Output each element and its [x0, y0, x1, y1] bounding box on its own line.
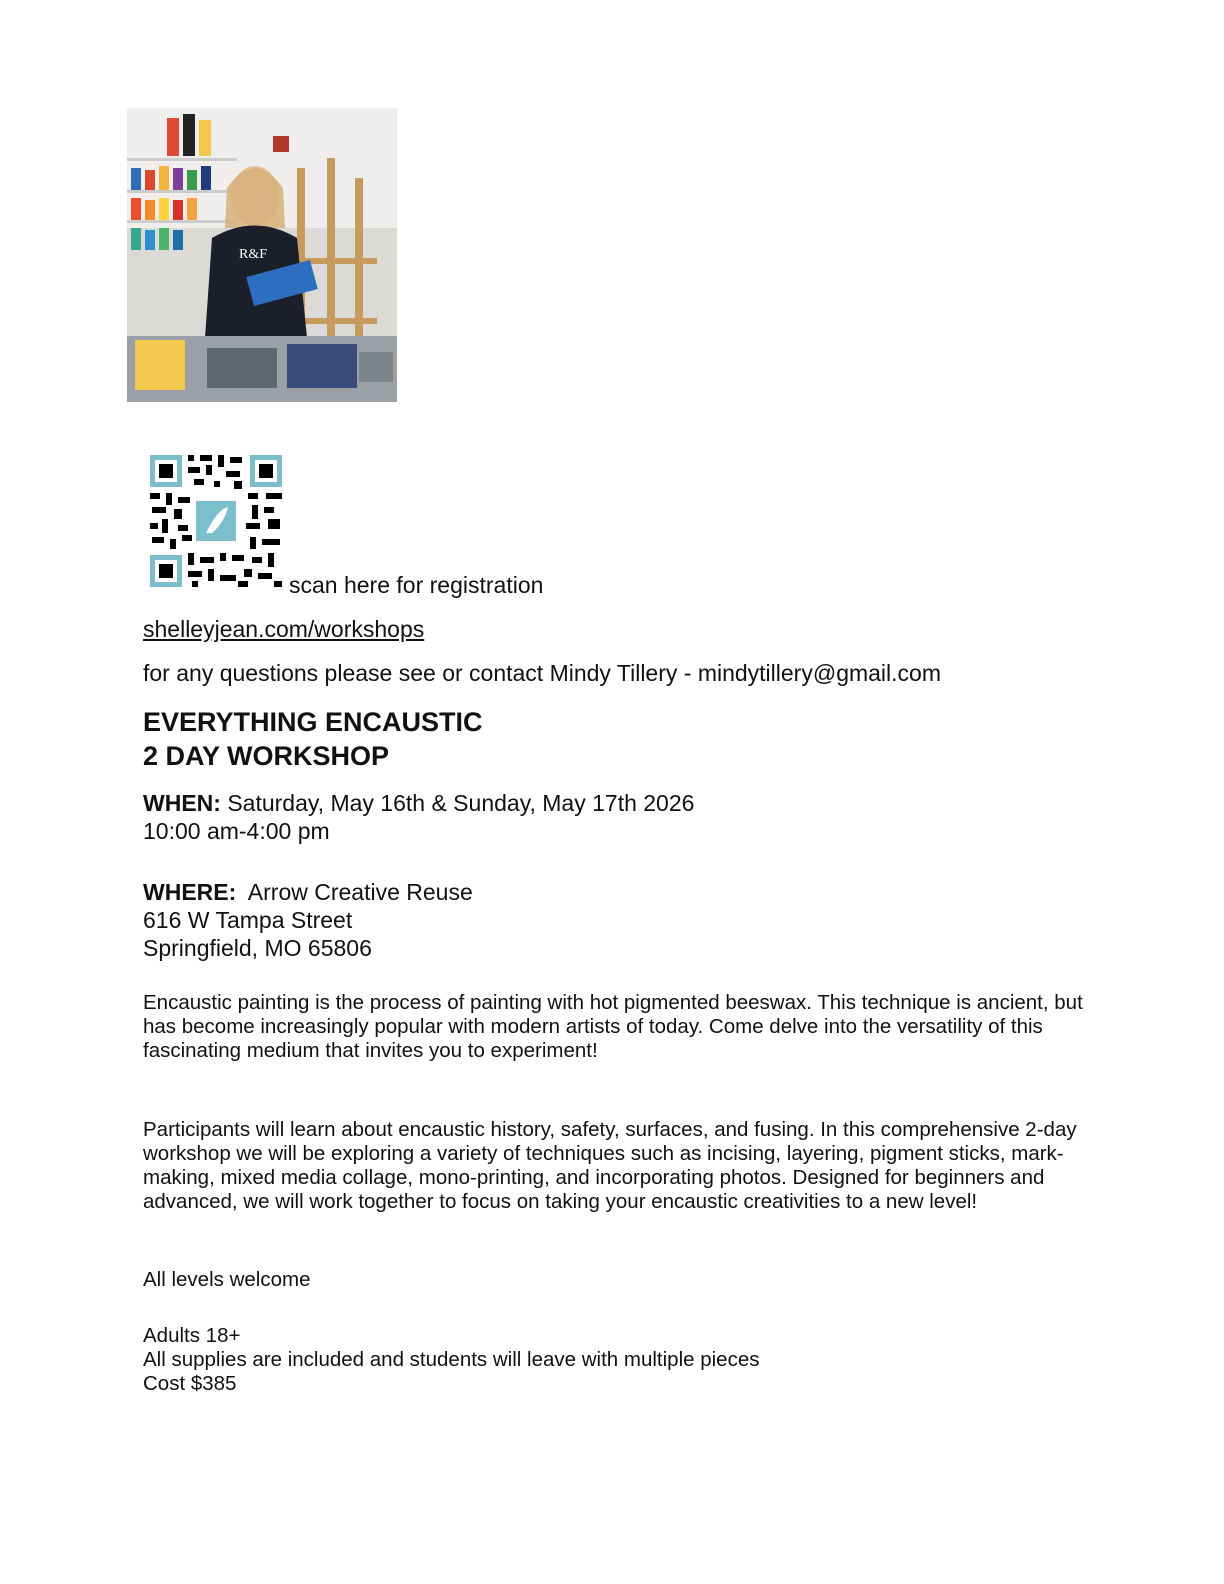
title-line-2: 2 DAY WORKSHOP [143, 741, 390, 771]
where-street: 616 W Tampa Street [143, 907, 353, 933]
supplies-text: All supplies are included and students will leave with multiple pieces [143, 1348, 760, 1371]
levels-text: All levels welcome [143, 1268, 311, 1291]
where-city: Springfield, MO 65806 [143, 935, 372, 961]
when-label: WHEN: [143, 790, 221, 816]
when-dates: Saturday, May 16th & Sunday, May 17th 2026 [220, 790, 695, 816]
svg-text:R&F: R&F [239, 247, 268, 262]
when-time: 10:00 am-4:00 pm [143, 818, 330, 844]
page-title [143, 705, 483, 773]
title-line-1: EVERYTHING ENCAUSTIC [143, 707, 483, 737]
workshops-link[interactable]: shelleyjean.com/workshops [143, 616, 425, 642]
description-paragraph-1: Encaustic painting is the process of painting with hot pigmented beeswax. This technique is ancient, but has become increasingly popular with modern artists of today. Come delve into the versatility of this fascinating medium that invites you to experiment! [143, 991, 1083, 1062]
instructor-photo [127, 108, 397, 402]
when-section [143, 789, 694, 845]
registration-scan-text: scan here for registration [289, 572, 544, 598]
description-paragraph-2: Participants will learn about encaustic history, safety, surfaces, and fusing. In this comprehensive 2-day workshop we will be exploring a variety of techniques such as incising, layering, pigment sticks, mark-making, mixed media collage, mono-printing, and incorporating photos. Designed for beginners and advanced, we will work together to focus on taking your encaustic creativities to a new level! [143, 1118, 1077, 1213]
age-text: Adults 18+ [143, 1324, 241, 1347]
contact-text: for any questions please see or contact Mindy Tillery - mindytillery@gmail.com [143, 660, 941, 686]
where-venue: Arrow Creative Reuse [236, 879, 473, 905]
where-label: WHERE: [143, 879, 237, 905]
qr-code-icon[interactable] [148, 453, 284, 589]
details-section [143, 1324, 759, 1396]
cost-text: Cost $385 [143, 1372, 237, 1395]
where-section [143, 878, 473, 962]
